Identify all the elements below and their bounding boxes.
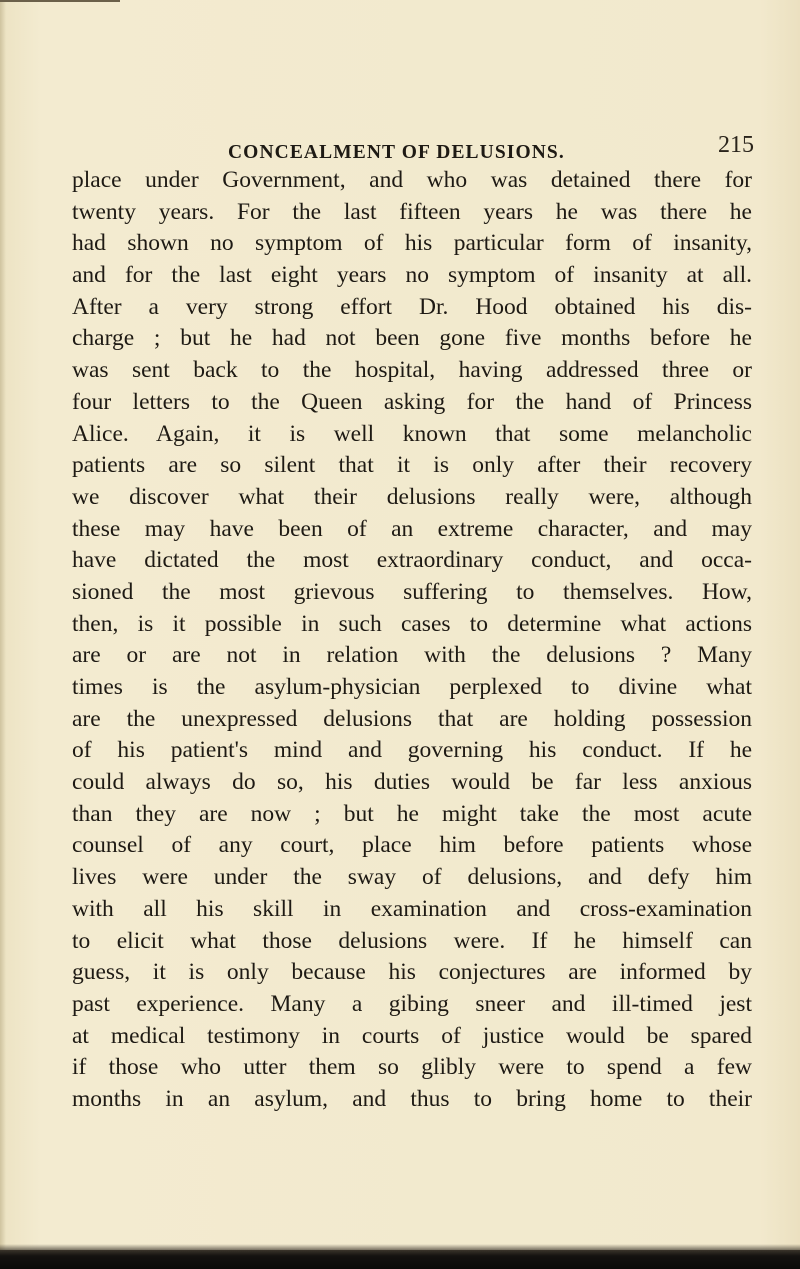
text-line: lives were under the sway of delusions, and defy him [72, 864, 752, 891]
text-line: then, is it possible in such cases to determine what actions [72, 610, 752, 637]
text-line: are or are not in relation with the delusions ? Many [72, 642, 752, 669]
text-line: have dictated the most extraordinary conduct, and occa- [72, 547, 752, 574]
text-line: was sent back to the hospital, having addressed three or [72, 357, 752, 384]
text-line: Alice. Again, it is well known that some melancholic [72, 420, 752, 447]
text-line: had shown no symptom of his particular form of insanity, [72, 230, 752, 257]
text-line: at medical testimony in courts of justice would be spared [72, 1022, 752, 1049]
body-text [72, 165, 752, 1116]
text-line: are the unexpressed delusions that are holding possession [72, 705, 752, 732]
running-title: CONCEALMENT OF DELUSIONS. [228, 142, 565, 163]
text-line: than they are now ; but he might take the most acute [72, 800, 752, 827]
text-line: counsel of any court, place him before patients whose [72, 832, 752, 859]
text-line: and for the last eight years no symptom of insanity at all. [72, 262, 752, 289]
text-line: these may have been of an extreme character, and may [72, 515, 752, 542]
page-gutter-shadow [0, 0, 6, 1269]
text-line: sioned the most grievous suffering to themselves. How, [72, 578, 752, 605]
text-line: if those who utter them so glibly were to spend a few [72, 1054, 752, 1081]
text-line: past experience. Many a gibing sneer and ill-timed jest [72, 990, 752, 1017]
page-header [0, 132, 800, 166]
page-bottom-edge [0, 1250, 800, 1269]
text-line: to elicit what those delusions were. If he himself can [72, 927, 752, 954]
top-edge-mark [0, 0, 120, 2]
text-line: months in an asylum, and thus to bring home to their [72, 1085, 752, 1112]
text-line: four letters to the Queen asking for the hand of Princess [72, 388, 752, 415]
text-line: could always do so, his duties would be far less anxious [72, 769, 752, 796]
text-line: place under Government, and who was detained there for [72, 167, 752, 193]
text-line: charge ; but he had not been gone five months before he [72, 325, 752, 352]
text-line: guess, it is only because his conjectures are informed by [72, 959, 752, 986]
text-line: with all his skill in examination and cross-examination [72, 895, 752, 922]
page-number: 215 [718, 132, 754, 158]
text-line: patients are so silent that it is only after their recovery [72, 452, 752, 479]
text-line: we discover what their delusions really were, although [72, 483, 752, 510]
text-line: times is the asylum-physician perplexed to divine what [72, 674, 752, 700]
text-line: After a very strong effort Dr. Hood obtained his dis- [72, 293, 752, 320]
text-line: twenty years. For the last fifteen years he was there he [72, 198, 752, 225]
text-line: of his patient's mind and governing his conduct. If he [72, 737, 752, 764]
